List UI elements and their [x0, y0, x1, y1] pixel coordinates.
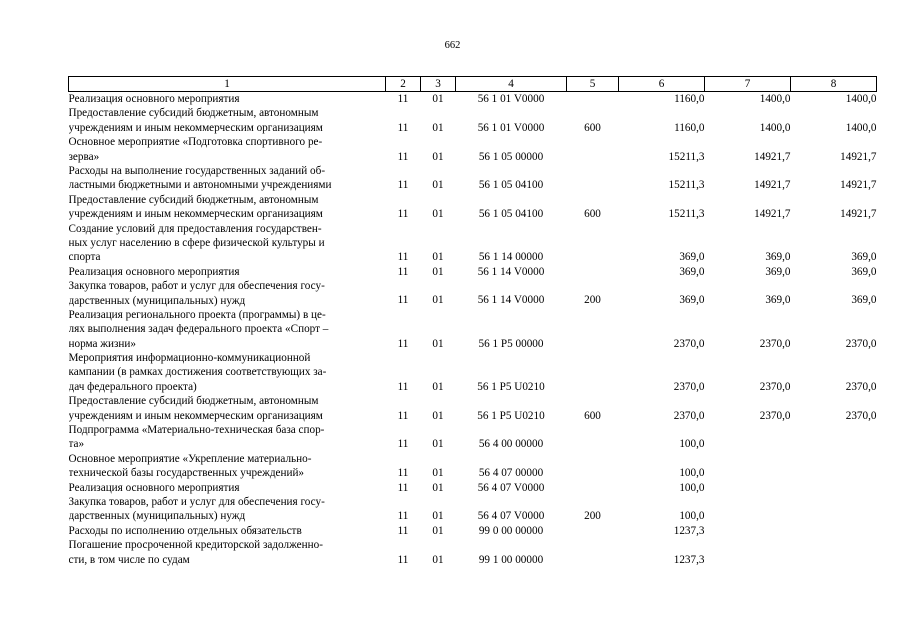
budget-table — [68, 76, 877, 567]
cell-c4: 56 1 05 00000 — [478, 150, 544, 163]
cell-c7: 369,0 — [765, 294, 791, 307]
cell-c2: 11 — [397, 179, 409, 192]
table-row — [69, 265, 877, 279]
cell-c6: 2370,0 — [673, 409, 705, 422]
cell-c6: 100,0 — [679, 510, 705, 523]
cell-c8 — [791, 452, 877, 481]
cell-c4: 56 4 00 00000 — [478, 438, 544, 451]
table-row — [69, 222, 877, 265]
table-row — [69, 524, 877, 538]
column-header: 5 — [567, 77, 619, 92]
cell-c6: 1160,0 — [674, 121, 705, 134]
row-name-line: Подпрограмма «Материально-техническая база спор- — [68, 424, 325, 437]
row-name-line: Реализация регионального проекта (программы) в це- — [68, 308, 326, 321]
cell-c3: 01 — [432, 150, 444, 163]
cell-c8: 2370,0 — [845, 337, 877, 350]
cell-c4: 56 1 01 V0000 — [477, 93, 545, 105]
cell-c8: 14921,7 — [840, 179, 877, 192]
cell-c6: 2370,0 — [673, 337, 705, 350]
cell-c3: 01 — [432, 208, 444, 221]
column-header: 3 — [421, 77, 456, 92]
table-header-row — [69, 77, 877, 92]
cell-c3: 01 — [432, 294, 444, 307]
cell-c5 — [567, 351, 619, 394]
cell-c3: 01 — [432, 380, 444, 393]
row-name-cell — [69, 351, 386, 394]
table-row — [69, 193, 877, 222]
table-row — [69, 164, 877, 193]
cell-c2: 11 — [397, 337, 409, 350]
cell-c4: 56 1 P5 00000 — [478, 337, 544, 350]
cell-c5: 200 — [584, 294, 601, 307]
row-name-line: Мероприятия информационно-коммуникационной — [68, 352, 311, 365]
row-name-cell — [69, 538, 386, 567]
cell-c4: 56 1 14 V0000 — [477, 265, 545, 278]
cell-c8 — [791, 423, 877, 452]
cell-c6: 15211,3 — [668, 150, 705, 163]
cell-c4: 56 4 07 V0000 — [477, 481, 545, 494]
row-name-line: дач федерального проекта) — [68, 380, 197, 393]
cell-c8 — [791, 495, 877, 524]
cell-c3: 01 — [432, 121, 444, 134]
cell-c5 — [567, 308, 619, 351]
row-name-cell — [69, 279, 386, 308]
column-header: 8 — [791, 77, 877, 92]
cell-c4: 56 1 P5 U0210 — [477, 380, 545, 393]
cell-c4: 56 1 14 00000 — [478, 251, 544, 264]
cell-c5 — [567, 423, 619, 452]
row-name-line: Основное мероприятие «Укрепление материально- — [68, 452, 312, 465]
cell-c8: 14921,7 — [840, 208, 877, 221]
cell-c4: 56 1 05 04100 — [478, 208, 544, 221]
cell-c3: 01 — [432, 93, 444, 105]
cell-c7: 1400,0 — [759, 121, 791, 134]
table-row — [69, 452, 877, 481]
cell-c3: 01 — [432, 265, 444, 278]
cell-c3: 01 — [432, 481, 444, 494]
row-name-line: учреждениям и иным некоммерческим организациям — [68, 409, 323, 422]
cell-c2: 11 — [397, 409, 409, 422]
row-name-cell — [69, 495, 386, 524]
cell-c5: 600 — [584, 121, 601, 134]
row-name-line: та» — [68, 438, 85, 451]
cell-c6: 1237,3 — [673, 524, 705, 537]
row-name-cell — [69, 164, 386, 193]
cell-c3: 01 — [432, 553, 444, 566]
cell-c4: 99 1 00 00000 — [478, 553, 544, 566]
cell-c8 — [791, 538, 877, 567]
cell-c2: 11 — [397, 438, 409, 451]
cell-c4: 56 1 P5 U0210 — [477, 409, 545, 422]
row-name-line: сти, в том числе по судам — [68, 553, 190, 566]
row-name-line: зерва» — [68, 150, 100, 163]
cell-c8: 369,0 — [851, 294, 877, 307]
cell-c2: 11 — [397, 265, 409, 278]
cell-c2: 11 — [397, 251, 409, 264]
cell-c2: 11 — [397, 294, 409, 307]
cell-c2: 11 — [397, 481, 409, 494]
row-name-cell — [69, 193, 386, 222]
row-name-cell — [69, 222, 386, 265]
cell-c6: 1160,0 — [674, 93, 705, 105]
row-name-cell — [69, 423, 386, 452]
cell-c8: 369,0 — [851, 251, 877, 264]
cell-c2: 11 — [397, 553, 409, 566]
row-name-cell — [69, 481, 386, 495]
cell-c3: 01 — [432, 337, 444, 350]
row-name-line: дарственных (муниципальных) нужд — [68, 510, 246, 523]
cell-c3: 01 — [432, 179, 444, 192]
cell-c5 — [567, 265, 619, 279]
cell-c5: 600 — [584, 409, 601, 422]
row-name-line: Создание условий для предоставления государствен- — [68, 222, 322, 235]
row-name-line: учреждениям и иным некоммерческим организациям — [68, 121, 323, 134]
column-header: 4 — [456, 77, 567, 92]
row-name-line: технической базы государственных учреждений» — [68, 467, 305, 480]
row-name-line: Расходы на выполнение государственных заданий об- — [68, 164, 326, 177]
cell-c8: 2370,0 — [845, 380, 877, 393]
row-name-cell — [69, 92, 386, 107]
cell-c7 — [705, 495, 791, 524]
column-header: 7 — [705, 77, 791, 92]
cell-c2: 11 — [397, 524, 409, 537]
table-row — [69, 279, 877, 308]
cell-c3: 01 — [432, 409, 444, 422]
row-name-line: ластными бюджетными и автономными учреждениями — [68, 179, 332, 192]
row-name-line: спорта — [68, 251, 101, 264]
table-row — [69, 394, 877, 423]
cell-c7 — [705, 538, 791, 567]
cell-c5 — [567, 135, 619, 164]
cell-c6: 2370,0 — [673, 380, 705, 393]
cell-c4: 56 4 07 00000 — [478, 467, 544, 480]
cell-c6: 369,0 — [679, 265, 705, 278]
table-row — [69, 135, 877, 164]
cell-c7 — [705, 524, 791, 538]
cell-c5 — [567, 92, 619, 107]
cell-c3: 01 — [432, 251, 444, 264]
cell-c5 — [567, 452, 619, 481]
cell-c8: 2370,0 — [845, 409, 877, 422]
cell-c2: 11 — [397, 208, 409, 221]
page-number: 662 — [444, 40, 461, 51]
cell-c3: 01 — [432, 438, 444, 451]
cell-c8: 14921,7 — [840, 150, 877, 163]
row-name-line: Основное мероприятие «Подготовка спортивного ре- — [68, 136, 323, 149]
row-name-cell — [69, 265, 386, 279]
row-name-line: Закупка товаров, работ и услуг для обеспечения госу- — [68, 495, 325, 508]
cell-c2: 11 — [397, 93, 409, 105]
cell-c6: 369,0 — [679, 251, 705, 264]
cell-c5 — [567, 538, 619, 567]
cell-c5 — [567, 481, 619, 495]
cell-c6: 15211,3 — [668, 208, 705, 221]
table-row — [69, 308, 877, 351]
cell-c7: 2370,0 — [759, 409, 791, 422]
cell-c6: 15211,3 — [668, 179, 705, 192]
cell-c5 — [567, 524, 619, 538]
cell-c4: 56 1 05 04100 — [478, 179, 544, 192]
row-name-line: Реализация основного мероприятия — [68, 93, 240, 106]
cell-c5: 600 — [584, 208, 601, 221]
cell-c2: 11 — [397, 467, 409, 480]
row-name-line: лях выполнения задач федерального проекта «Спорт – — [68, 323, 329, 336]
table-row — [69, 92, 877, 107]
row-name-cell — [69, 106, 386, 135]
row-name-line: норма жизни» — [68, 337, 136, 350]
table-row — [69, 538, 877, 567]
row-name-cell — [69, 394, 386, 423]
cell-c7: 1400,0 — [759, 93, 791, 105]
row-name-cell — [69, 135, 386, 164]
cell-c2: 11 — [397, 510, 409, 523]
row-name-line: ных услуг населению в сфере физической культуры и — [68, 236, 325, 249]
cell-c4: 56 4 07 V0000 — [477, 510, 545, 523]
cell-c7 — [705, 481, 791, 495]
table-row — [69, 495, 877, 524]
row-name-line: дарственных (муниципальных) нужд — [68, 294, 246, 307]
cell-c8 — [791, 524, 877, 538]
table-row — [69, 481, 877, 495]
row-name-cell — [69, 308, 386, 351]
row-name-line: Реализация основного мероприятия — [68, 265, 240, 278]
cell-c8 — [791, 481, 877, 495]
cell-c8: 369,0 — [851, 265, 877, 278]
cell-c7: 14921,7 — [754, 150, 791, 163]
cell-c2: 11 — [397, 121, 409, 134]
cell-c3: 01 — [432, 467, 444, 480]
table-row — [69, 351, 877, 394]
table-row — [69, 106, 877, 135]
column-header: 6 — [619, 77, 705, 92]
cell-c7 — [705, 452, 791, 481]
cell-c6: 369,0 — [679, 294, 705, 307]
cell-c6: 100,0 — [679, 438, 705, 451]
cell-c7: 14921,7 — [754, 179, 791, 192]
cell-c7: 369,0 — [765, 265, 791, 278]
cell-c4: 56 1 01 V0000 — [477, 121, 545, 134]
column-header: 2 — [386, 77, 421, 92]
cell-c4: 56 1 14 V0000 — [477, 294, 545, 307]
cell-c8: 1400,0 — [845, 93, 877, 105]
cell-c7: 2370,0 — [759, 337, 791, 350]
row-name-cell — [69, 524, 386, 538]
row-name-line: Предоставление субсидий бюджетным, автономным — [68, 395, 319, 408]
row-name-line: Закупка товаров, работ и услуг для обеспечения госу- — [68, 280, 325, 293]
table-body — [69, 92, 877, 567]
table-row — [69, 423, 877, 452]
cell-c8: 1400,0 — [845, 121, 877, 134]
row-name-line: Погашение просроченной кредиторской задолженно- — [68, 539, 323, 552]
row-name-line: Предоставление субсидий бюджетным, автономным — [68, 107, 319, 120]
cell-c7: 14921,7 — [754, 208, 791, 221]
cell-c5 — [567, 164, 619, 193]
row-name-cell — [69, 452, 386, 481]
cell-c3: 01 — [432, 510, 444, 523]
cell-c6: 100,0 — [679, 481, 705, 494]
row-name-line: Предоставление субсидий бюджетным, автономным — [68, 193, 319, 206]
column-header: 1 — [69, 77, 386, 92]
row-name-line: кампании (в рамках достижения соответствующих за- — [68, 366, 327, 379]
cell-c6: 100,0 — [679, 467, 705, 480]
cell-c7 — [705, 423, 791, 452]
row-name-line: учреждениям и иным некоммерческим организациям — [68, 208, 323, 221]
cell-c4: 99 0 00 00000 — [478, 524, 544, 537]
row-name-line: Реализация основного мероприятия — [68, 481, 240, 494]
cell-c5: 200 — [584, 510, 601, 523]
cell-c6: 1237,3 — [673, 553, 705, 566]
cell-c2: 11 — [397, 380, 409, 393]
cell-c2: 11 — [397, 150, 409, 163]
cell-c5 — [567, 222, 619, 265]
cell-c7: 369,0 — [765, 251, 791, 264]
cell-c3: 01 — [432, 524, 444, 537]
row-name-line: Расходы по исполнению отдельных обязательств — [68, 524, 302, 537]
cell-c7: 2370,0 — [759, 380, 791, 393]
